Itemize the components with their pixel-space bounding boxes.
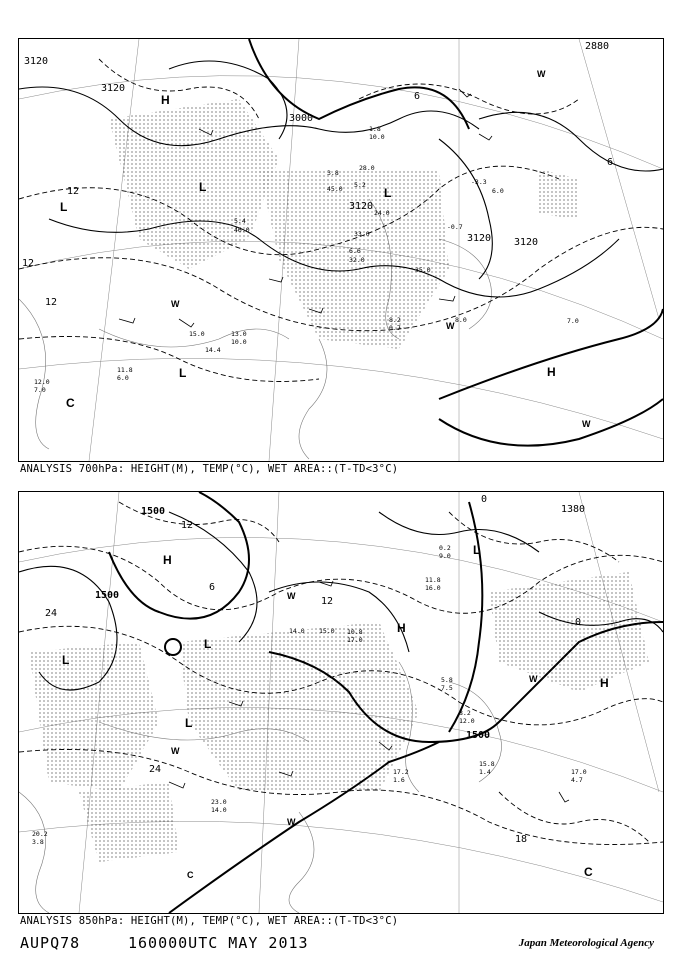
station-value: 7.0	[567, 317, 579, 325]
contour-label: 0	[575, 617, 582, 628]
contour-label: 3120	[24, 56, 49, 67]
station-value: 5.2	[354, 181, 366, 189]
contour-label: 6	[414, 91, 421, 102]
station-value: 8.2	[459, 709, 471, 717]
contour-label: 12	[45, 297, 58, 308]
station-value: 32.0	[349, 256, 365, 264]
station-value: 33.0	[354, 230, 370, 238]
station-value: 15.0	[319, 627, 335, 635]
warm-center-symbol: W	[287, 591, 296, 601]
contour-label: 6	[209, 582, 216, 593]
high-center-symbol: H	[397, 621, 406, 635]
station-value: 23.0	[211, 798, 227, 806]
station-value: 4.7	[571, 776, 583, 784]
station-value: 10.0	[231, 338, 247, 346]
warm-center-symbol: W	[537, 69, 546, 79]
station-value: 12.0	[459, 717, 475, 725]
station-value: 14.4	[205, 346, 221, 354]
cold-center-symbol: C	[66, 396, 75, 410]
cold-center-symbol: C	[584, 865, 593, 879]
warm-center-symbol: W	[582, 419, 591, 429]
contour-label: 12	[321, 596, 334, 607]
station-value: 8.2	[389, 316, 401, 324]
contour-label: 3120	[467, 233, 492, 244]
contour-label: 12	[181, 520, 194, 531]
contour-label: 3000	[289, 113, 314, 124]
station-value: 35.0	[415, 266, 431, 274]
valid-time: 160000UTC MAY 2013	[128, 934, 309, 952]
contour-label: 0	[481, 494, 488, 505]
station-value: -3.3	[471, 178, 487, 186]
low-center-symbol: L	[204, 637, 212, 651]
cold-center-symbol: C	[187, 870, 194, 880]
station-value: 7.5	[441, 684, 453, 692]
low-center-symbol: L	[185, 716, 193, 730]
station-value: 6.0	[117, 374, 129, 382]
contour-label: 6	[607, 157, 614, 168]
station-value: 11.8	[117, 366, 133, 374]
station-value: 15.8	[479, 760, 495, 768]
station-value: 45.0	[327, 185, 343, 193]
station-value: 16.0	[425, 584, 441, 592]
station-value: 1.6	[393, 776, 405, 784]
contour-label: 1380	[561, 504, 586, 515]
station-value: 7.0	[34, 386, 46, 394]
station-value: 9.0	[439, 552, 451, 560]
station-value: 12.0	[34, 378, 50, 386]
warm-center-symbol: W	[446, 321, 455, 331]
contour-label: 2880	[585, 41, 610, 52]
station-value: 0.2	[439, 544, 451, 552]
low-center-symbol: L	[199, 180, 207, 194]
station-value: -0.7	[447, 223, 463, 231]
station-value: 17.0	[571, 768, 587, 776]
contour-label: 12	[67, 186, 80, 197]
station-value: 11.8	[425, 576, 441, 584]
station-value: 14.0	[211, 806, 227, 814]
contour-label: 24	[45, 608, 58, 619]
contour-label: 1500	[466, 730, 491, 741]
contour-label: 3120	[349, 201, 374, 212]
low-center-symbol: L	[384, 186, 392, 200]
map-700hpa-canvas	[19, 39, 663, 461]
agency-name: Japan Meteorological Agency	[518, 937, 654, 949]
low-center-symbol: L	[62, 653, 70, 667]
station-value: 0.7	[389, 324, 401, 332]
analysis-850hpa-map	[18, 491, 664, 914]
station-value: 6.0	[492, 187, 504, 195]
station-value: 1.4	[479, 768, 491, 776]
caption-700hpa: ANALYSIS 700hPa: HEIGHT(M), TEMP(°C), WET AREA::(T-TD<3°C)	[20, 463, 399, 475]
warm-center-symbol: W	[287, 817, 296, 827]
station-value: 3.8	[32, 838, 44, 846]
station-value: 20.2	[32, 830, 48, 838]
analysis-700hpa-map	[18, 38, 664, 462]
station-value: 24.0	[374, 209, 390, 217]
station-value: 5.4	[234, 217, 246, 225]
station-value: 17.2	[393, 768, 409, 776]
station-value: 3.8	[327, 169, 339, 177]
wet-areas	[29, 572, 649, 862]
high-center-symbol: H	[163, 553, 172, 567]
station-value: 10.0	[369, 133, 385, 141]
contour-label: 3120	[101, 83, 126, 94]
chart-code: AUPQ78	[20, 934, 81, 952]
station-value: 14.0	[289, 627, 305, 635]
low-center-symbol: L	[60, 200, 68, 214]
station-value: 46.0	[234, 226, 250, 234]
contour-label: 1500	[141, 506, 166, 517]
station-value: 5.8	[441, 676, 453, 684]
station-value: 10.8	[347, 628, 363, 636]
high-center-symbol: H	[600, 676, 609, 690]
low-center-symbol: L	[179, 366, 187, 380]
high-center-symbol: H	[161, 93, 170, 107]
warm-center-symbol: W	[171, 299, 180, 309]
caption-850hpa: ANALYSIS 850hPa: HEIGHT(M), TEMP(°C), WET AREA::(T-TD<3°C)	[20, 915, 399, 927]
wet-areas	[109, 99, 579, 349]
warm-center-symbol: W	[171, 746, 180, 756]
contour-label: 1500	[95, 590, 120, 601]
station-value: 1.8	[369, 125, 381, 133]
warm-center-symbol: W	[529, 674, 538, 684]
contour-label: 12	[22, 258, 35, 269]
station-value: 8.0	[455, 316, 467, 324]
station-value: 28.0	[359, 164, 375, 172]
station-value: 17.0	[347, 636, 363, 644]
station-value: 15.0	[189, 330, 205, 338]
low-center-symbol: L	[473, 543, 481, 557]
station-value: 6.6	[349, 247, 361, 255]
station-value: 13.0	[231, 330, 247, 338]
high-center-symbol: H	[547, 365, 556, 379]
contour-label: 18	[515, 834, 528, 845]
contour-label: 3120	[514, 237, 539, 248]
contour-label: 24	[149, 764, 162, 775]
map-850hpa-canvas	[19, 492, 663, 913]
